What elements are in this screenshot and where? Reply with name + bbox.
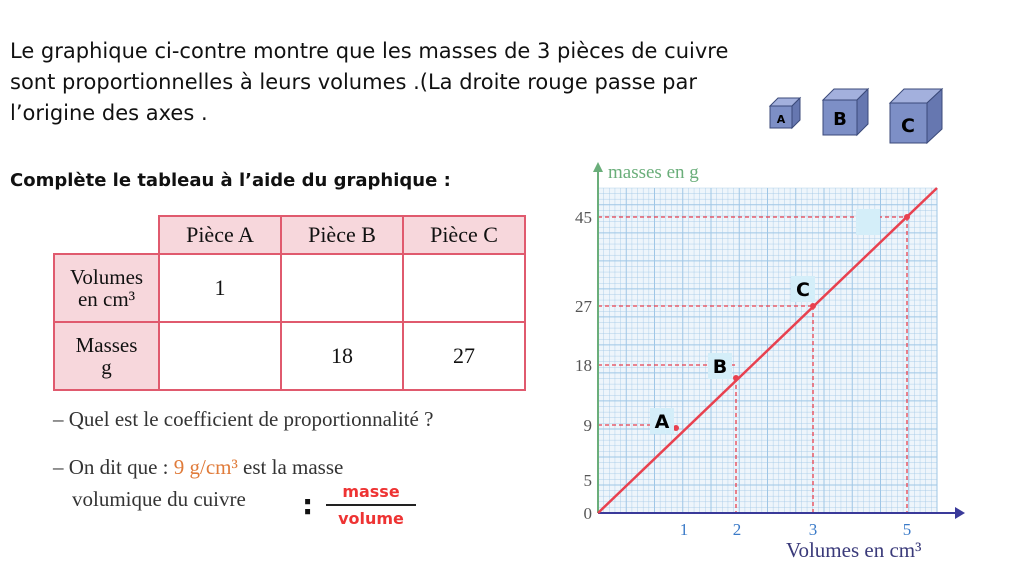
data-point (810, 303, 816, 309)
suffix: est la masse (237, 455, 344, 479)
header-piece-a: Pièce A (159, 216, 281, 254)
point-label: C (796, 279, 810, 301)
cube-a-label: A (776, 113, 786, 126)
instruction: Complète le tableau à l’aide du graphique : (10, 170, 451, 191)
label: Masses (75, 333, 138, 357)
point-label: B (712, 356, 728, 378)
data-point (904, 214, 910, 220)
x-axis-label: Volumes en cm³ (786, 538, 922, 562)
y-tick-label: 45 (575, 208, 592, 227)
data-point (733, 375, 739, 381)
y-axis-label: masses en g (608, 162, 699, 183)
cell-mass-c[interactable]: 27 (403, 322, 525, 390)
x-tick-label: 2 (732, 520, 742, 539)
y-tick-label: 0 (583, 504, 592, 523)
header-piece-b: Pièce B (281, 216, 403, 254)
y-tick-label: 9 (583, 416, 592, 435)
intro-text: Le graphique ci-contre montre que les masses de 3 pièces de cuivre sont proportionnelles à leurs volumes .(La droite rouge passe par l’origine des axes . (10, 39, 729, 125)
prefix: – On dit que : (53, 455, 174, 479)
cell-mass-b[interactable]: 18 (281, 322, 403, 390)
fraction-numerator: masse (342, 482, 400, 501)
question-density-line2: volumique du cuivre (72, 487, 246, 511)
y-tick-label: 18 (575, 356, 592, 375)
y-tick-label: 5 (583, 471, 592, 490)
point-label: A (654, 411, 670, 433)
cube-b-label: B (833, 109, 847, 130)
colon: : (302, 488, 314, 521)
header-piece-c: Pièce C (403, 216, 525, 254)
question-coefficient: – Quel est le coefficient de proportionnalité ? (53, 407, 434, 431)
unit: en cm³ (77, 287, 136, 311)
unit: g (101, 355, 112, 379)
y-axis-arrow-icon (593, 162, 603, 172)
fraction-denominator: volume (338, 509, 404, 528)
x-tick-label: 1 (679, 520, 689, 539)
cell-volume-a[interactable]: 1 (159, 254, 281, 322)
cube-c-label: C (901, 115, 915, 137)
x-axis-arrow-icon (955, 507, 965, 519)
x-tick-label: 5 (902, 520, 912, 539)
density-value: 9 g/cm³ (173, 455, 238, 479)
point-label-box (856, 209, 880, 235)
x-tick-label: 3 (808, 520, 818, 539)
y-tick-label: 27 (575, 297, 592, 316)
label: Volumes (69, 265, 144, 289)
